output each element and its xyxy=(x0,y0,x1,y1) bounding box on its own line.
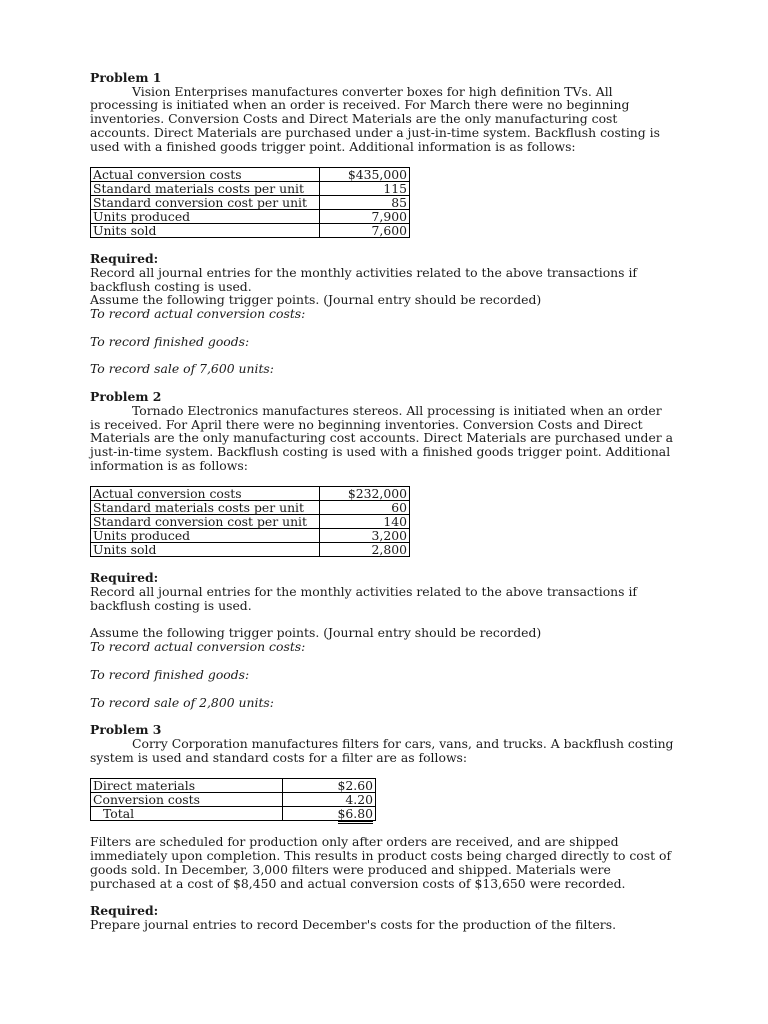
table-row xyxy=(91,168,410,182)
table-row xyxy=(91,487,410,501)
problem-3-intro: Corry Corporation manufactures filters for cars, vans, and trucks. A backflush costing system is used and standard costs for a filter are as follows: xyxy=(90,735,674,765)
table-row xyxy=(91,529,410,543)
problem-3-required-label: Required: xyxy=(90,903,159,919)
table-cell-value: 140 xyxy=(320,515,410,529)
table-row xyxy=(91,515,410,529)
table-cell-value: 85 xyxy=(320,196,410,210)
problem-3-cost-table xyxy=(90,778,376,821)
table-cell-label: Units produced xyxy=(91,210,320,224)
table-cell-label: Actual conversion costs xyxy=(91,168,320,182)
table-cell-value: $232,000 xyxy=(320,487,410,501)
table-cell-label: Actual conversion costs xyxy=(91,487,320,501)
table-row xyxy=(91,543,410,557)
table-row xyxy=(91,210,410,224)
document-page xyxy=(90,71,675,932)
problem-1-assume-text: Assume the following trigger points. (Journal entry should be recorded) xyxy=(90,292,542,308)
table-cell-label: Standard materials costs per unit xyxy=(91,501,320,515)
table-cell-value: $435,000 xyxy=(320,168,410,182)
problem-2-entry-conversion: To record actual conversion costs: xyxy=(90,639,306,655)
problem-1-required-label: Required: xyxy=(90,251,159,267)
table-cell-value xyxy=(283,807,376,821)
problem-1-entry-sale: To record sale of 7,600 units: xyxy=(90,361,274,377)
problem-1-cost-table xyxy=(90,167,410,238)
problem-2-entry-sale: To record sale of 2,800 units: xyxy=(90,694,274,710)
table-cell-label: Conversion costs xyxy=(91,793,283,807)
problem-1-entry-conversion: To record actual conversion costs: xyxy=(90,306,306,322)
problem-3-title: Problem 3 xyxy=(90,722,162,738)
problem-2-cost-table xyxy=(90,486,410,557)
problem-2-intro: Tornado Electronics manufactures stereos. All processing is initiated when an order is received. For April there were no beginning inventories. Conversion Costs and Direct Materials are the only manufacturing cost accounts. Direct Materials are purchased under a just-in-time system. Backflush costing is used with a finished goods trigger point. Additional information is as follows: xyxy=(90,402,674,473)
table-cell-label: Standard conversion cost per unit xyxy=(91,515,320,529)
problem-3-required-text: Prepare journal entries to record December's costs for the production of the filters. xyxy=(90,916,617,932)
table-cell-value: 60 xyxy=(320,501,410,515)
table-cell-value: 7,900 xyxy=(320,210,410,224)
table-row xyxy=(91,182,410,196)
table-cell-label: Units produced xyxy=(91,529,320,543)
table-cell-label: Direct materials xyxy=(91,779,283,793)
table-cell-value: 2,800 xyxy=(320,543,410,557)
table-row xyxy=(91,807,376,821)
table-cell-value: 3,200 xyxy=(320,529,410,543)
table-row xyxy=(91,224,410,238)
problem-2-entry-finished-goods: To record finished goods: xyxy=(90,666,250,682)
problem-2-required-text: Record all journal entries for the monthly activities related to the above transactions if backflush costing is used. xyxy=(90,584,638,613)
problem-3-body: Filters are scheduled for production only after orders are received, and are shipped immediately upon completion. This results in product costs being charged directly to cost of goods sold. In December, 3,000 filters were produced and shipped. Materials were purchased at a cost of $8,450 and actual conversion costs of $13,650 were recorded. xyxy=(90,834,672,891)
table-cell-value: 7,600 xyxy=(320,224,410,238)
problem-2-assume-text: Assume the following trigger points. (Journal entry should be recorded) xyxy=(90,625,542,641)
table-cell-value: 4.20 xyxy=(283,793,376,807)
problem-1-required-text: Record all journal entries for the monthly activities related to the above transactions if backflush costing is used. xyxy=(90,264,638,294)
problem-2-required-label: Required: xyxy=(90,570,159,586)
problem-1-intro: Vision Enterprises manufactures converter boxes for high definition TVs. All processing is initiated when an order is received. For March there were no beginning inventories. Conversion Costs and Direct Materials are the only manufacturing cost accounts. Direct Materials are purchased under a just-in-time system. Backflush costing is used with a finished goods trigger point. Additional information is as follows: xyxy=(90,83,660,154)
table-cell-label: Units sold xyxy=(91,543,320,557)
table-cell-label: Units sold xyxy=(91,224,320,238)
problem-1-entry-finished-goods: To record finished goods: xyxy=(90,333,250,349)
table-cell-label: Standard conversion cost per unit xyxy=(91,196,320,210)
problem-1-title: Problem 1 xyxy=(90,70,162,85)
problem-2-title: Problem 2 xyxy=(90,389,162,405)
table-row xyxy=(91,793,376,807)
table-cell-value: $2.60 xyxy=(283,779,376,793)
table-row xyxy=(91,779,376,793)
table-cell-label: Standard materials costs per unit xyxy=(91,182,320,196)
table-row xyxy=(91,196,410,210)
total-value: $6.80 xyxy=(338,806,373,824)
table-cell-value: 115 xyxy=(320,182,410,196)
table-row xyxy=(91,501,410,515)
table-cell-label: Total xyxy=(91,807,283,821)
